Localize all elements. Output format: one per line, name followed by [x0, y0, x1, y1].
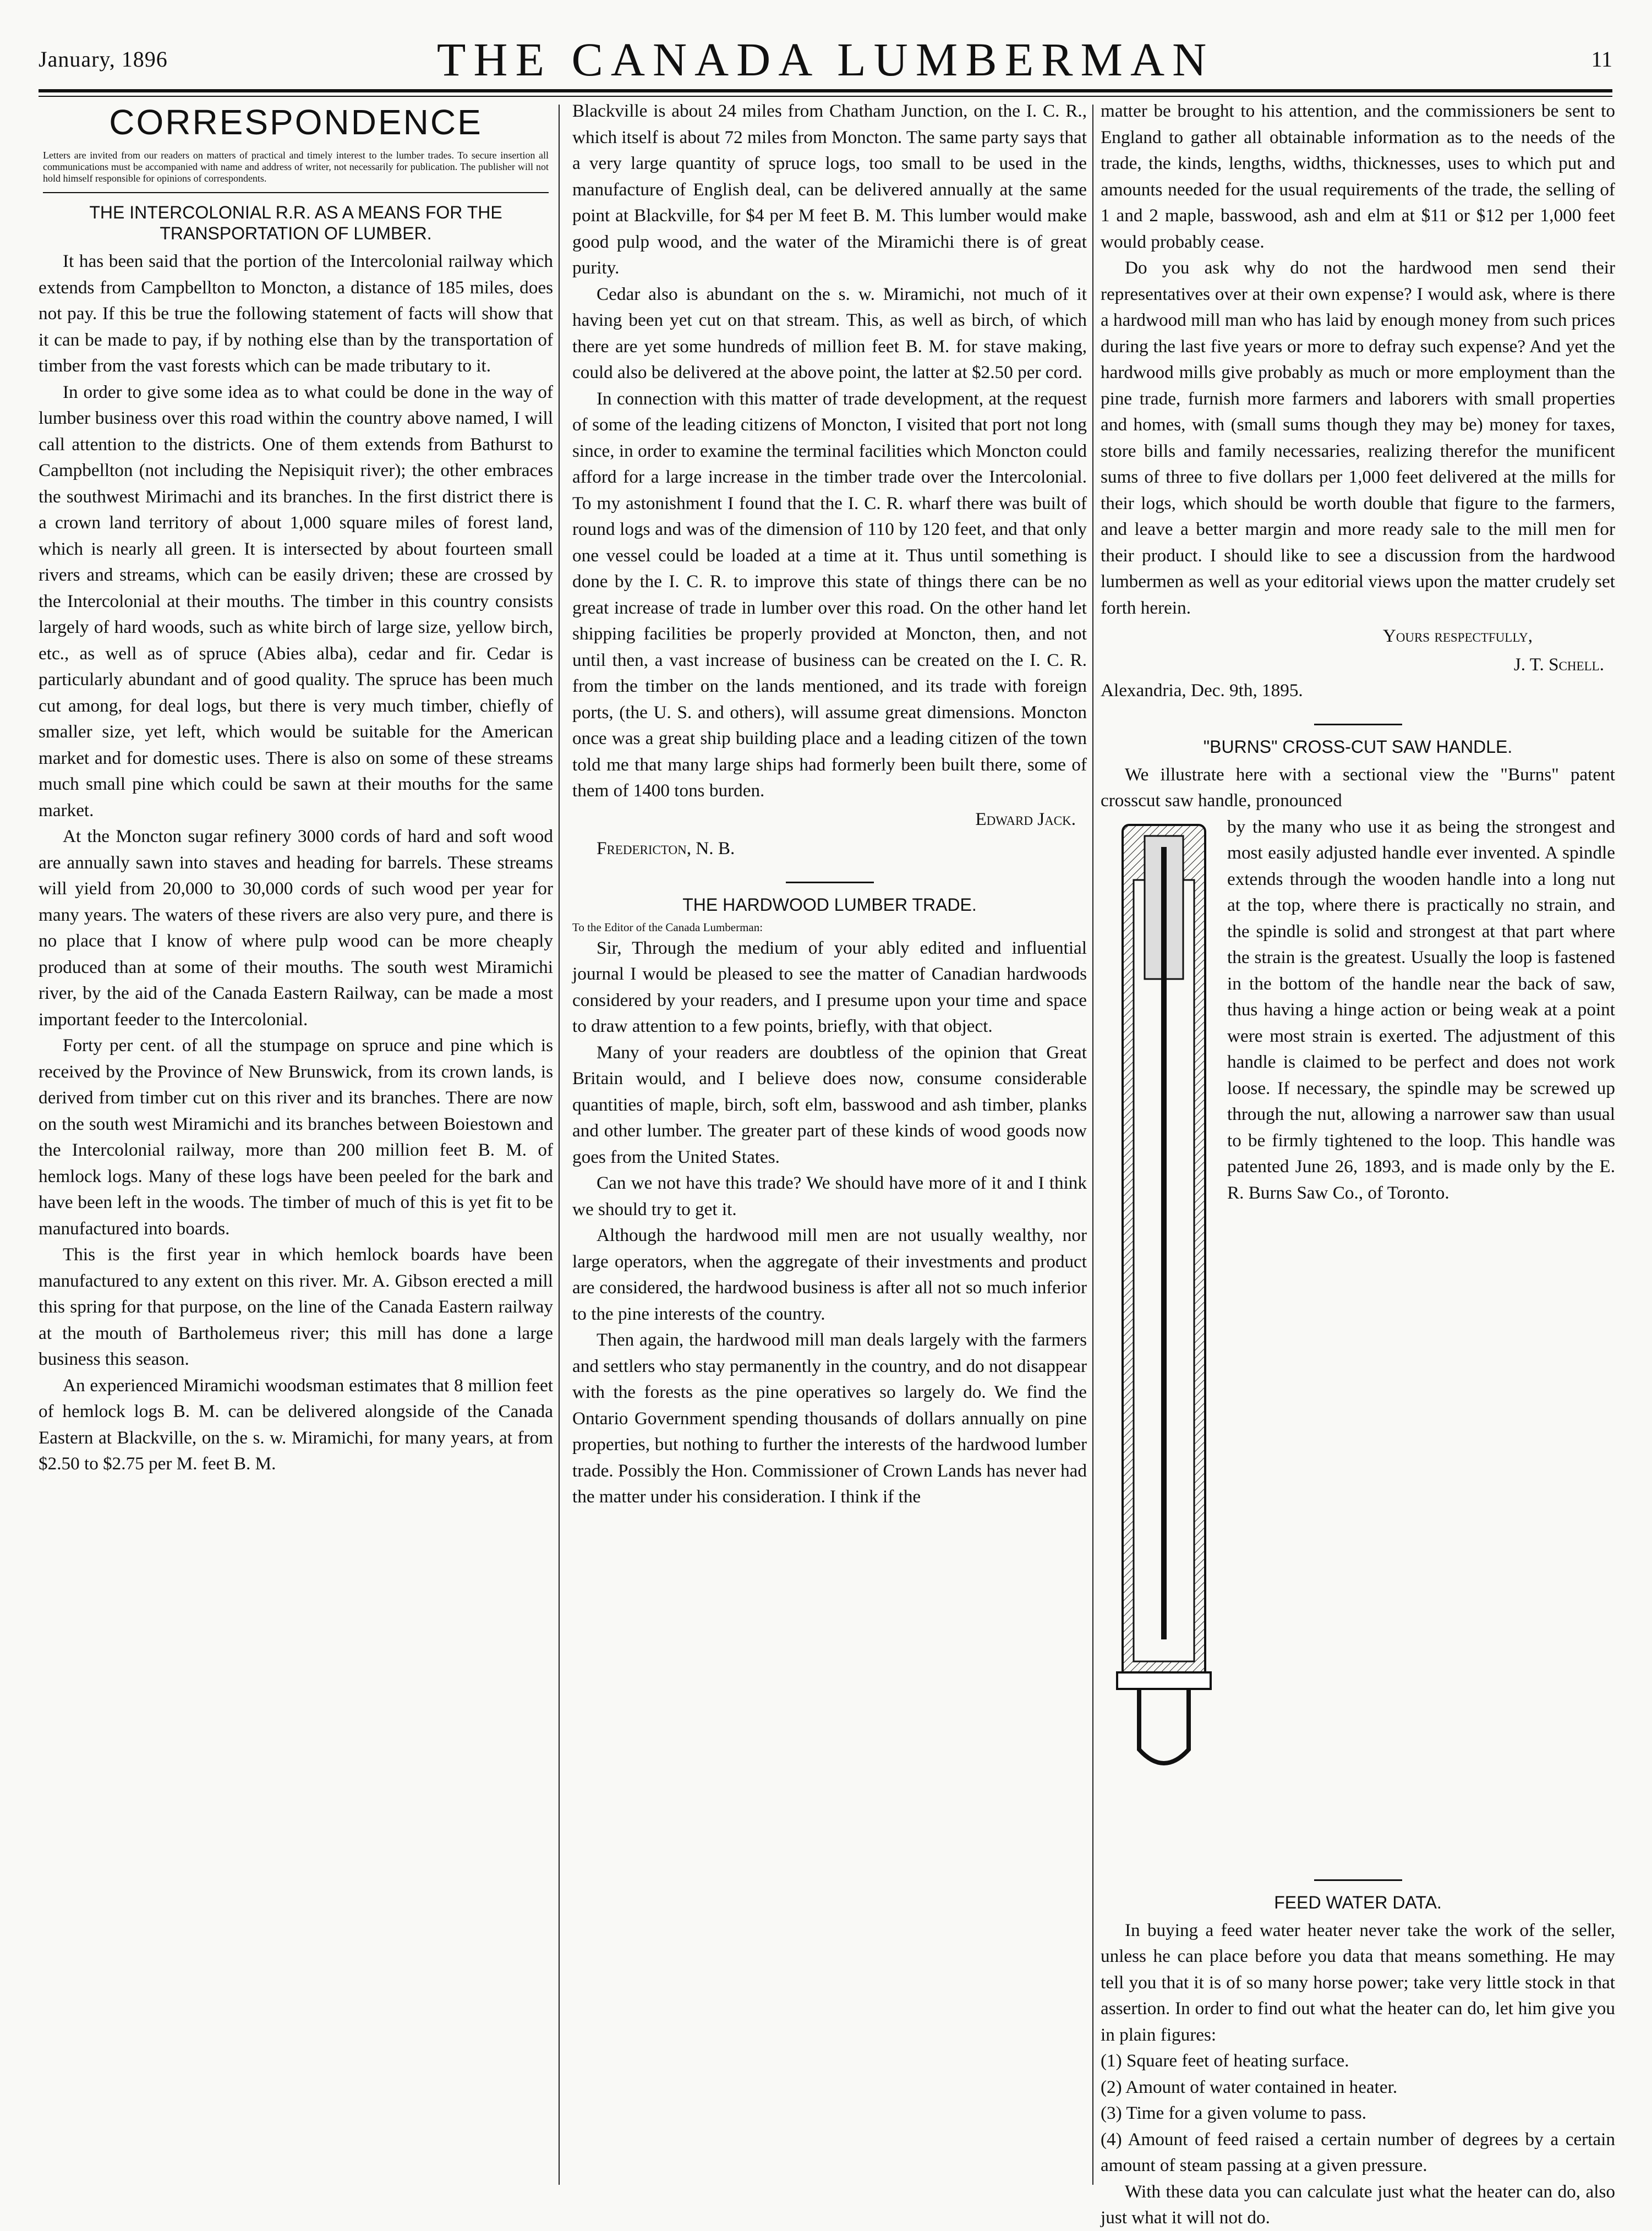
article-separator [786, 882, 874, 883]
author-signature: Edward Jack. [975, 808, 1076, 829]
dateline: Alexandria, Dec. 9th, 1895. [1101, 680, 1303, 701]
section-heading: CORRESPONDENCE [109, 102, 483, 142]
list-item: (2) Amount of water contained in heater. [1101, 2076, 1398, 2097]
issue-date: January, 1896 [39, 47, 168, 72]
paragraph: Do you ask why do not the hardwood men send their representatives over at their own expense? I would ask, where is there a hardwood mill man who has laid by enough money from such prices during the last five years or more to defray such expense? And yet the hardwood mills give probably as much or more employment than the pine trade, furnish more farmers and laborers with small properties and homes, with (small sums though they may be) money for taxes, store bills and family necessaries, realizing therefor the munificent sums of three to five dollars per 1,000 feet delivered at the mills for their logs, which should be worth double that figure to the farmers, and leave a better margin and more ready sale to the mill men for their product. I should like to see a discussion from the hardwood lumbermen as well as your editorial views upon the matter crudely set forth herein. [1101, 258, 1615, 618]
paragraph: Forty per cent. of all the stumpage on spruce and pine which is received by the Province of New Brunswick, from its crown lands, is derived from timber cut on this river and its branches. There are now on the south west Miramichi and its branches between Boiestown and the Intercolonial railway, more than 200 million feet B. M. of hemlock logs. Many of these logs have been peeled for the bark and have been left in the woods. The timber of much of this is yet fit to be manufactured into boards. [39, 1035, 553, 1239]
paragraph: Many of your readers are doubtless of the opinion that Great Britain would, and I believe does now, consume considerable quantities of maple, birch, soft elm, basswood and ash timber, planks and other lumber. The greater part of these kinds of wood goods now goes from the United States. [572, 1042, 1087, 1167]
paragraph: Cedar also is abundant on the s. w. Miramichi, not much of it having been yet cut on that stream. This, as well as birch, of which there are yet some hundreds of million feet B. M. for stave making, could also be delivered at the above point, the latter at $2.50 per cord. [572, 283, 1087, 382]
masthead-title: THE CANADA LUMBERMAN [436, 33, 1215, 86]
paragraph: In buying a feed water heater never take the work of the seller, unless he can place before you data that means something. He may tell you that it is of so many horse power; take very little stock in that assertion. In order to find out what the heater can do, let him give you in plain figures: [1101, 1920, 1615, 2045]
section-rule [43, 192, 549, 193]
header-rule-thin [39, 96, 1612, 97]
saw-handle-illustration [1101, 814, 1227, 1782]
article-heading: FEED WATER DATA. [1274, 1892, 1442, 1912]
page-header [39, 32, 1612, 98]
paragraph: It has been said that the portion of the Intercolonial railway which extends from Campbellton to Moncton, a distance of 185 miles, does not pay. If this be true the following statement of facts will show that it can be made to pay, if by nothing else than by the transportation of timber from the vast forests which can be made tributary to it. [39, 251, 553, 376]
paragraph: by the many who use it as being the strongest and most easily adjusted handle ever invented. A spindle extends through the wooden handle into a long nut at the top, where there is practically no strain, and the spindle is solid and strongest at that part where the strain is the greatest. Usually the loop is fastened in the bottom of the handle near the back of saw, thus having a hinge action or being weak at a point were most strain is exerted. The adjustment of this handle is claimed to be perfect and does not work loose. If necessary, the spindle may be screwed up through the nut, allowing a narrower saw than usual to be firmly tightened to the loop. This handle was patented June 26, 1893, and is made only by the E. R. Burns Saw Co., of Toronto. [1227, 816, 1615, 1203]
paragraph: We illustrate here with a sectional view the "Burns" patent crosscut saw handle, pronounced [1101, 764, 1615, 811]
paragraph: An experienced Miramichi woodsman estimates that 8 million feet of hemlock logs B. M. can be delivered alongside of the Canada Eastern at Blackville, on the s. w. Miramichi, for many years, at from $2.50 to $2.75 per M. feet B. M. [39, 1375, 553, 1474]
list-item: (1) Square feet of heating surface. [1101, 2050, 1349, 2071]
paragraph: With these data you can calculate just what the heater can do, also just what it will not do. [1101, 2181, 1615, 2228]
paragraph: matter be brought to his attention, and the commissioners be sent to England to gather all obtainable information as to the needs of the trade, the kinds, lengths, widths, thicknesses, uses to which put and amounts needed for the usual requirements of the trade, the selling of 1 and 2 maple, basswood, ash and elm at $11 or $12 per 1,000 feet would probably cease. [1101, 101, 1615, 252]
paragraph: Sir, Through the medium of your ably edited and influential journal I would be pleased to see the matter of Canadian hardwoods considered by your readers, and I presume upon your time and space to draw attention to a few points, briefly, with that object. [572, 937, 1087, 1036]
editorial-note: Letters are invited from our readers on matters of practical and timely interest to the lumber trades. To secure insertion all communications must be accompanied with name and address of writer, not necessarily for publication. The publisher will not hold himself responsible for opinions of correspondents. [43, 150, 549, 184]
paragraph: Can we not have this trade? We should have more of it and I think we should try to get it. [572, 1173, 1087, 1220]
page-number: 11 [1591, 47, 1612, 72]
article-heading: "BURNS" CROSS-CUT SAW HANDLE. [1203, 736, 1513, 757]
paragraph: At the Moncton sugar refinery 3000 cords of hard and soft wood are annually sawn into staves and heading for barrels. These streams will yield from 20,000 to 30,000 cords of such wood per year for many years. The waters of these rivers are also very pure, and there is no place that I know of where pulp wood can be more cheaply produced than at some of their mouths. The south west Miramichi river, by the aid of the Canada Eastern Railway, can be made a most important feeder to the Intercolonial. [39, 826, 553, 1030]
paragraph: This is the first year in which hemlock boards have been manufactured to any extent on this river. Mr. A. Gibson erected a mill this spring for that purpose, on the line of the Canada Eastern railway at the mouth of Bartholemeus river; this mill has done a large business this season. [39, 1244, 553, 1369]
column-3 [1101, 98, 1615, 2228]
header-rule-thick [39, 89, 1612, 92]
column-1 [39, 98, 553, 2189]
article-separator [1314, 724, 1402, 725]
dateline: Fredericton, N. B. [597, 838, 735, 859]
article-heading: THE INTERCOLONIAL R.R. AS A MEANS FOR THE TRANSPORTATION OF LUMBER. [89, 203, 502, 243]
paragraph: Although the hardwood mill men are not usually wealthy, nor large operators, when the aggregate of their investments and product are considered, the hardwood business is after all not so much inferior to the pine interests of the country. [572, 1225, 1087, 1324]
salutation-line: To the Editor of the Canada Lumberman: [572, 920, 763, 934]
data-list [1101, 2048, 1615, 2179]
column-divider [559, 105, 560, 2185]
article-heading: THE HARDWOOD LUMBER TRADE. [682, 894, 977, 915]
paragraph: In connection with this matter of trade development, at the request of some of the leading citizens of Moncton, I visited that port not long since, in order to examine the terminal facilities which Moncton could afford for a large increase in the timber trade over the Intercolonial. To my astonishment I found that the I. C. R. wharf there was built of round logs and was of the dimension of 110 by 120 feet, and that only one vessel could be loaded at a time at it. Thus until something is done by the I. C. R. to improve this state of things there can be no great increase of trade in lumber over this road. On the other hand let shipping facilities be properly provided at Moncton, then, and not until then, a vast increase of business can be created on the I. C. R. from the timber on the lands mentioned, and its trade with foreign ports, (the U. S. and others), will assume great dimensions. Moncton once was a great ship building place and a leading citizen of the town told me that many large ships had formerly been built there, some of them of 1400 tons burden. [572, 388, 1087, 801]
article-separator [1314, 1879, 1402, 1881]
paragraph: In order to give some idea as to what could be done in the way of lumber business over this road within the country above named, I will call attention to the districts. One of them extends from Bathurst to Campbellton (not including the Nepisiquit river); the other embraces the southwest Mirimachi and its branches. In the first district there is a crown land territory of about 1,000 square miles of forest land, which is nearly all green. It is intersected by about fourteen small rivers and streams, which can be easily driven; these are crossed by the Intercolonial at their mouths. The timber in this country consists largely of hard woods, such as white birch of large size, yellow birch, etc., as well as of spruce (Abies alba), cedar and fir. Cedar is particularly abundant and of good quality. The spruce has been much cut among, for deal logs, but there is very much timber, chiefly of smaller size, yet left, which would be suitable for the American market and for domestic uses. There is also on some of these streams much small pine which could be sawn at their mouths for the same market. [39, 381, 553, 821]
author-signature: J. T. Schell. [1513, 654, 1604, 675]
paragraph: Then again, the hardwood mill man deals largely with the farmers and settlers who stay permanently in the country, and do not disappear with the forests as the pine operatives so largely do. We find the Ontario Government spending thousands of dollars annually on pine properties, but nothing to further the interests of the hardwood lumber trade. Possibly the Hon. Commissioner of Crown Lands has never had the matter under his consideration. I think if the [572, 1330, 1087, 1507]
list-item: (4) Amount of feed raised a certain number of degrees by a certain amount of steam passing at a given pressure. [1101, 2129, 1615, 2175]
saw-handle-block [1101, 814, 1615, 1860]
column-2 [572, 98, 1087, 2189]
list-item: (3) Time for a given volume to pass. [1101, 2103, 1367, 2123]
column-divider [1092, 105, 1093, 2185]
paragraph: Blackville is about 24 miles from Chatham Junction, on the I. C. R., which itself is about 72 miles from Moncton. The same party says that a very large quantity of spruce logs, too small to be used in the manufacture of English deal, can be delivered annually at the same point at Blackville, for $4 per M feet B. M. This lumber would make good pulp wood, and the water of the Miramichi there is of great purity. [572, 101, 1087, 278]
closing-line: Yours respectfully, [1382, 626, 1533, 646]
